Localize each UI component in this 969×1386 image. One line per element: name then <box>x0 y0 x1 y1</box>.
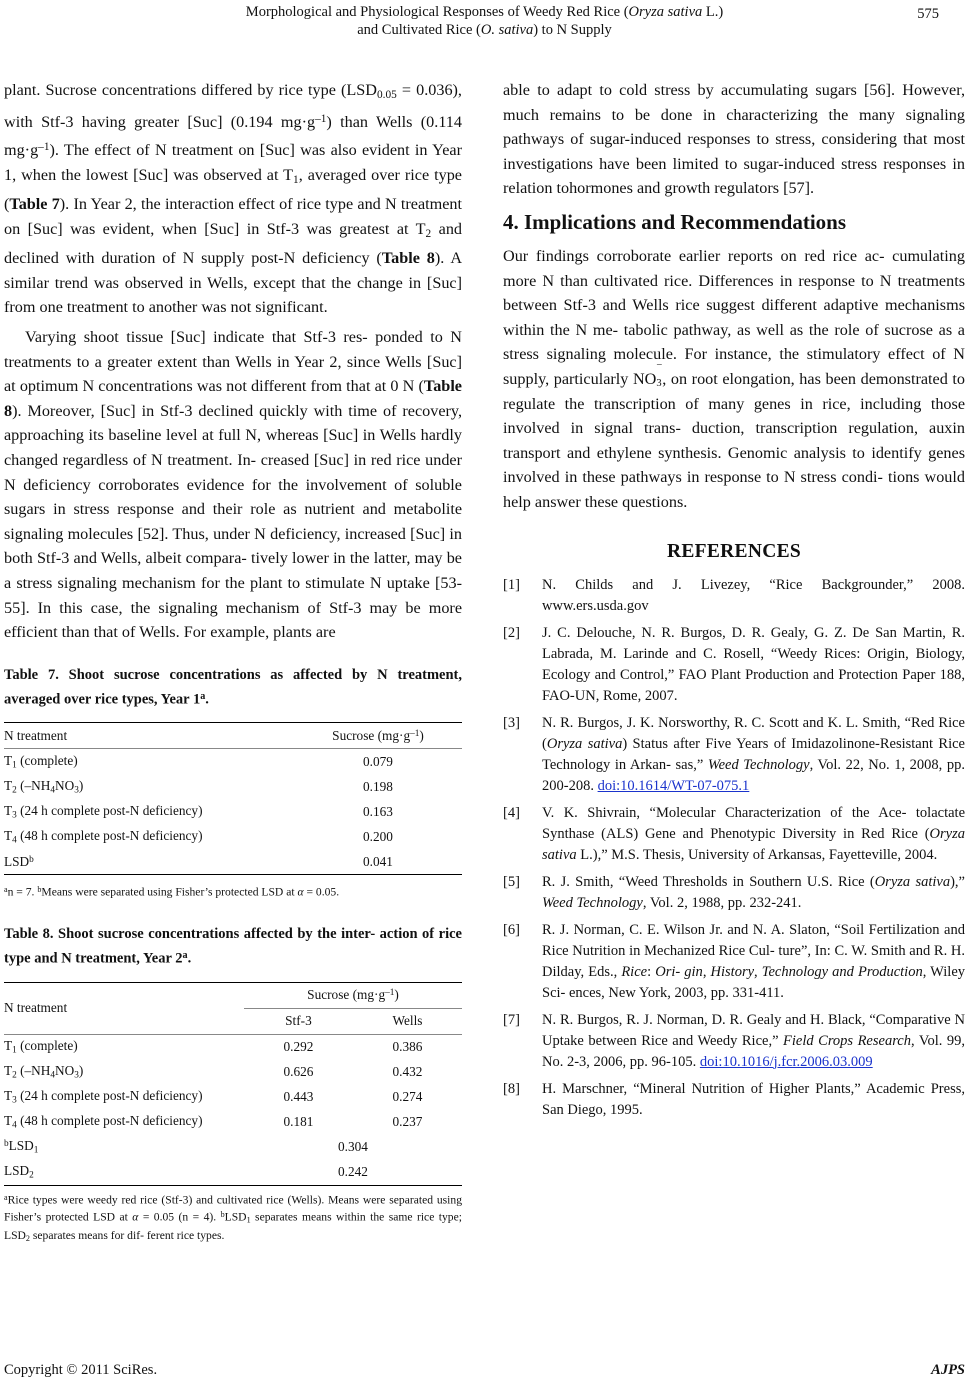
table-8-header-treatment: N treatment <box>4 982 244 1034</box>
table-row: $T_2$ $(-NH_4NO_3)$ 0.198 <box>4 778 393 796</box>
table-7-header-treatment: N treatment <box>4 723 294 749</box>
table-row: $T_4$ (48 h complete post-N deficiency) 0.181 0.237 <box>4 1113 423 1131</box>
table-8-header-wells: Wells <box>353 1008 462 1034</box>
right-column <box>503 78 965 1127</box>
nitrate-formula: NO − 3 <box>632 360 663 390</box>
paragraph-implications: Our findings corroborate earlier reports on red rice ac- cumulating more N than cultivated rice. Differences in response to N treatments between Stf-3 and Wells rice suggest different adaptive mechanisms within the N me- tabolic pathway, as well as the role of sucrose as a stress signaling molecule. For instance, the stimulatory effect of N supply, particularly NO − 3 , on root elongation, has been demonstrated to regulate the transcription of many genes in rice, including those involved in signal trans- duction, transcription regulation, auxin transport and ethylene synthesis. Genomic analysis to identify genes involved in these pathways in response to N stress condi- tions would help answer these questions. <box>503 246 965 511</box>
table-row: $T_2$ $(-NH_4NO_3)$ 0.626 0.432 <box>4 1063 423 1081</box>
references-title: REFERENCES <box>666 540 802 562</box>
doi-link[interactable]: doi:10.1016/j.fcr.2006.03.009 <box>699 1053 873 1070</box>
table-8-caption: Table 8. Shoot sucrose concentrations affected by the inter- action of rice type and N treatment, Year 2$^a$. <box>4 925 462 967</box>
running-header-line1: Morphological and Physiological Responses of Weedy Red Rice (Oryza sativa L.) <box>245 4 724 20</box>
table-row: $T_3$ (24 h complete post-N deficiency) 0.163 <box>4 803 393 821</box>
footer-copyright: Copyright © 2011 SciRes. <box>4 1362 158 1378</box>
reference-item: [2] J. C. Delouche, N. R. Burgos, D. R. Gealy, G. Z. De San Martin, R. Labrada, M. Larinde and C. Rosell, “Weedy Rices: Origin, Biology, Ecology and Control,” FAO Plant Production and Protection Paper 188, FAO-UN, Rome, 2007. <box>503 624 965 704</box>
paragraph-sucrose-results: plant. Sucrose concentrations differed by rice type $(LSD_{0.05} = 0.036)$, with Stf-3 having greater [Suc] (0.194 $mg\cdot g^{-1}$) than Wells (0.114 $mg\cdot g^{-1}$). The effect of N treatment on [Suc] was also evident in Year 1, when the lowest [Suc] was observed at $T_1$, averaged over rice type (Table 7). In Year 2, the interaction effect of rice type and N treatment on [Suc] was evident, when [Suc] in Stf-3 was greatest at $T_2$ and declined with duration of N supply post-N deficiency (Table 8). A similar trend was observed in Wells, except that the change in [Suc] from one treatment to another was not significant. <box>4 81 463 317</box>
reference-item: [4] V. K. Shivrain, “Molecular Characterization of the Ace- tolactate Synthase (ALS) Gene and Phenotypic Diversity in Red Rice (Oryza sativa L.),” M.S. Thesis, University of Arkansas, Fayetteville, 2004. <box>503 804 965 863</box>
reference-item: [1] N. Childs and J. Livezey, “Rice Backgrounder,” 2008. www.ers.usda.gov <box>503 576 965 614</box>
reference-item: [6] R. J. Norman, C. E. Wilson Jr. and N. A. Slaton, “Soil Fertilization and Rice Nutrition in Mechanized Rice Cul- ture”, In: C. W. Smith and R. H. Dilday, Eds., Rice: Ori- gin, History, Technology and Production, Wiley Sci- ences, New York, 2003, pp. 331-411. <box>503 921 966 1001</box>
doi-link[interactable]: doi:10.1614/WT-07-075.1 <box>597 777 750 794</box>
table-8-header-sucrose: Sucrose $(mg\cdot g^{-1})$ <box>244 982 462 1008</box>
reference-item: [8] H. Marschner, “Mineral Nutrition of Higher Plants,” Academic Press, San Diego, 1995. <box>503 1080 965 1118</box>
reference-item: [3] N. R. Burgos, J. K. Norsworthy, R. C. Scott and K. L. Smith, “Red Rice (Oryza sativa) Status after Five Years of Imidazolinone-Resistant Rice Technology in Arkan- sas,” Weed Technology, Vol. 22, No. 1, 2008, pp. 200-208. doi:10.1614/WT-07-075.1 <box>503 714 965 794</box>
reference-item: [7] N. R. Burgos, R. J. Norman, D. R. Gealy and H. Black, “Comparative N Uptake between Rice and Weedy Rice,” Field Crops Research, Vol. 99, No. 2-3, 2006, pp. 96-105. doi:10.1016/j.fcr.2006.03.009 <box>503 1011 966 1070</box>
table-7-header-sucrose: Sucrose $(mg\cdot g^{-1})$ <box>294 723 462 749</box>
table-row: $^bLSD_1$ 0.304 <box>4 1138 368 1156</box>
section-title-implications: 4. Implications and Recommendations <box>503 209 847 234</box>
paragraph-shoot-tissue: Varying shoot tissue [Suc] indicate that Stf-3 res- ponded to N treatments to a greater extent than Wells in Year 2, since Wells [Suc] at optimum N concentrations was not different from that at 0 N (Table 8). Moreover, [Suc] in Stf-3 declined quickly with time of recovery, approaching its baseline level at full N, whereas [Suc] in Wells hardly changed regardless of N treatment. In- creased [Suc] in red rice under N deficiency corroborates evidence for the involvement of soluble sugars in stress response and their role as nutrient and metabolite signaling molecules [52]. Thus, under N deficiency, increased [Suc] in both Stf-3 and Wells, albeit compara- tively lower in the latter, may be a stress signaling mechanism for the plant to stimulate N uptake [53-55]. In this case, the signaling mechanism of Stf-3 may be more efficient than that of Wells. For example, plants are <box>4 328 462 642</box>
running-header-line2: and Cultivated Rice (O. sativa) to N Supply <box>357 22 612 38</box>
left-column <box>4 78 462 1246</box>
table-7-footnote: $^a$n = 7. $^b$Means were separated using Fisher’s protected LSD at α = 0.05. <box>4 885 340 899</box>
table-8-footnote: $^a$Rice types were weedy red rice (Stf-3) and cultivated rice (Wells). Means were separated using Fisher’s protected LSD at α = 0.05 (n = 4). $^bLSD_1$ separates means within the same rice type; $LSD_2$ separates means for dif- ferent rice types. <box>4 1192 462 1243</box>
reference-item: [5] R. J. Smith, “Weed Thresholds in Southern U.S. Rice (Oryza sativa),” Weed Technology, Vol. 2, 1988, pp. 232-241. <box>503 873 965 911</box>
table-row: $T_3$ (24 h complete post-N deficiency) 0.443 0.274 <box>4 1088 423 1106</box>
table-7-caption: Table 7. Shoot sucrose concentrations as affected by N treatment, averaged over rice types, Year 1$^a$. <box>4 666 462 708</box>
reference-list <box>503 575 965 1121</box>
page-number: 575 <box>917 6 939 22</box>
table-row: $LSD_2$ 0.242 <box>4 1160 462 1186</box>
table-8 <box>4 924 462 1246</box>
footer-journal: AJPS <box>931 1362 965 1378</box>
table-row: LSD$^b$ 0.041 <box>4 849 462 875</box>
table-row: $T_1$ (complete) 0.292 0.386 <box>4 1038 423 1056</box>
table-row: $T_4$ (48 h complete post-N deficiency) 0.200 <box>4 828 393 846</box>
table-7 <box>4 665 462 900</box>
table-8-header-stf3: Stf-3 <box>244 1008 353 1034</box>
paragraph-cold-stress: able to adapt to cold stress by accumulating sugars [56]. However, much remains to be done in characterizing the many signaling pathways of sugar-induced responses to stress, considering that most investigations have been limited to sugar-induced stress responses in relation tohormones and growth regulators [57]. <box>503 81 965 198</box>
table-row: $T_1$ (complete) 0.079 <box>4 753 393 771</box>
